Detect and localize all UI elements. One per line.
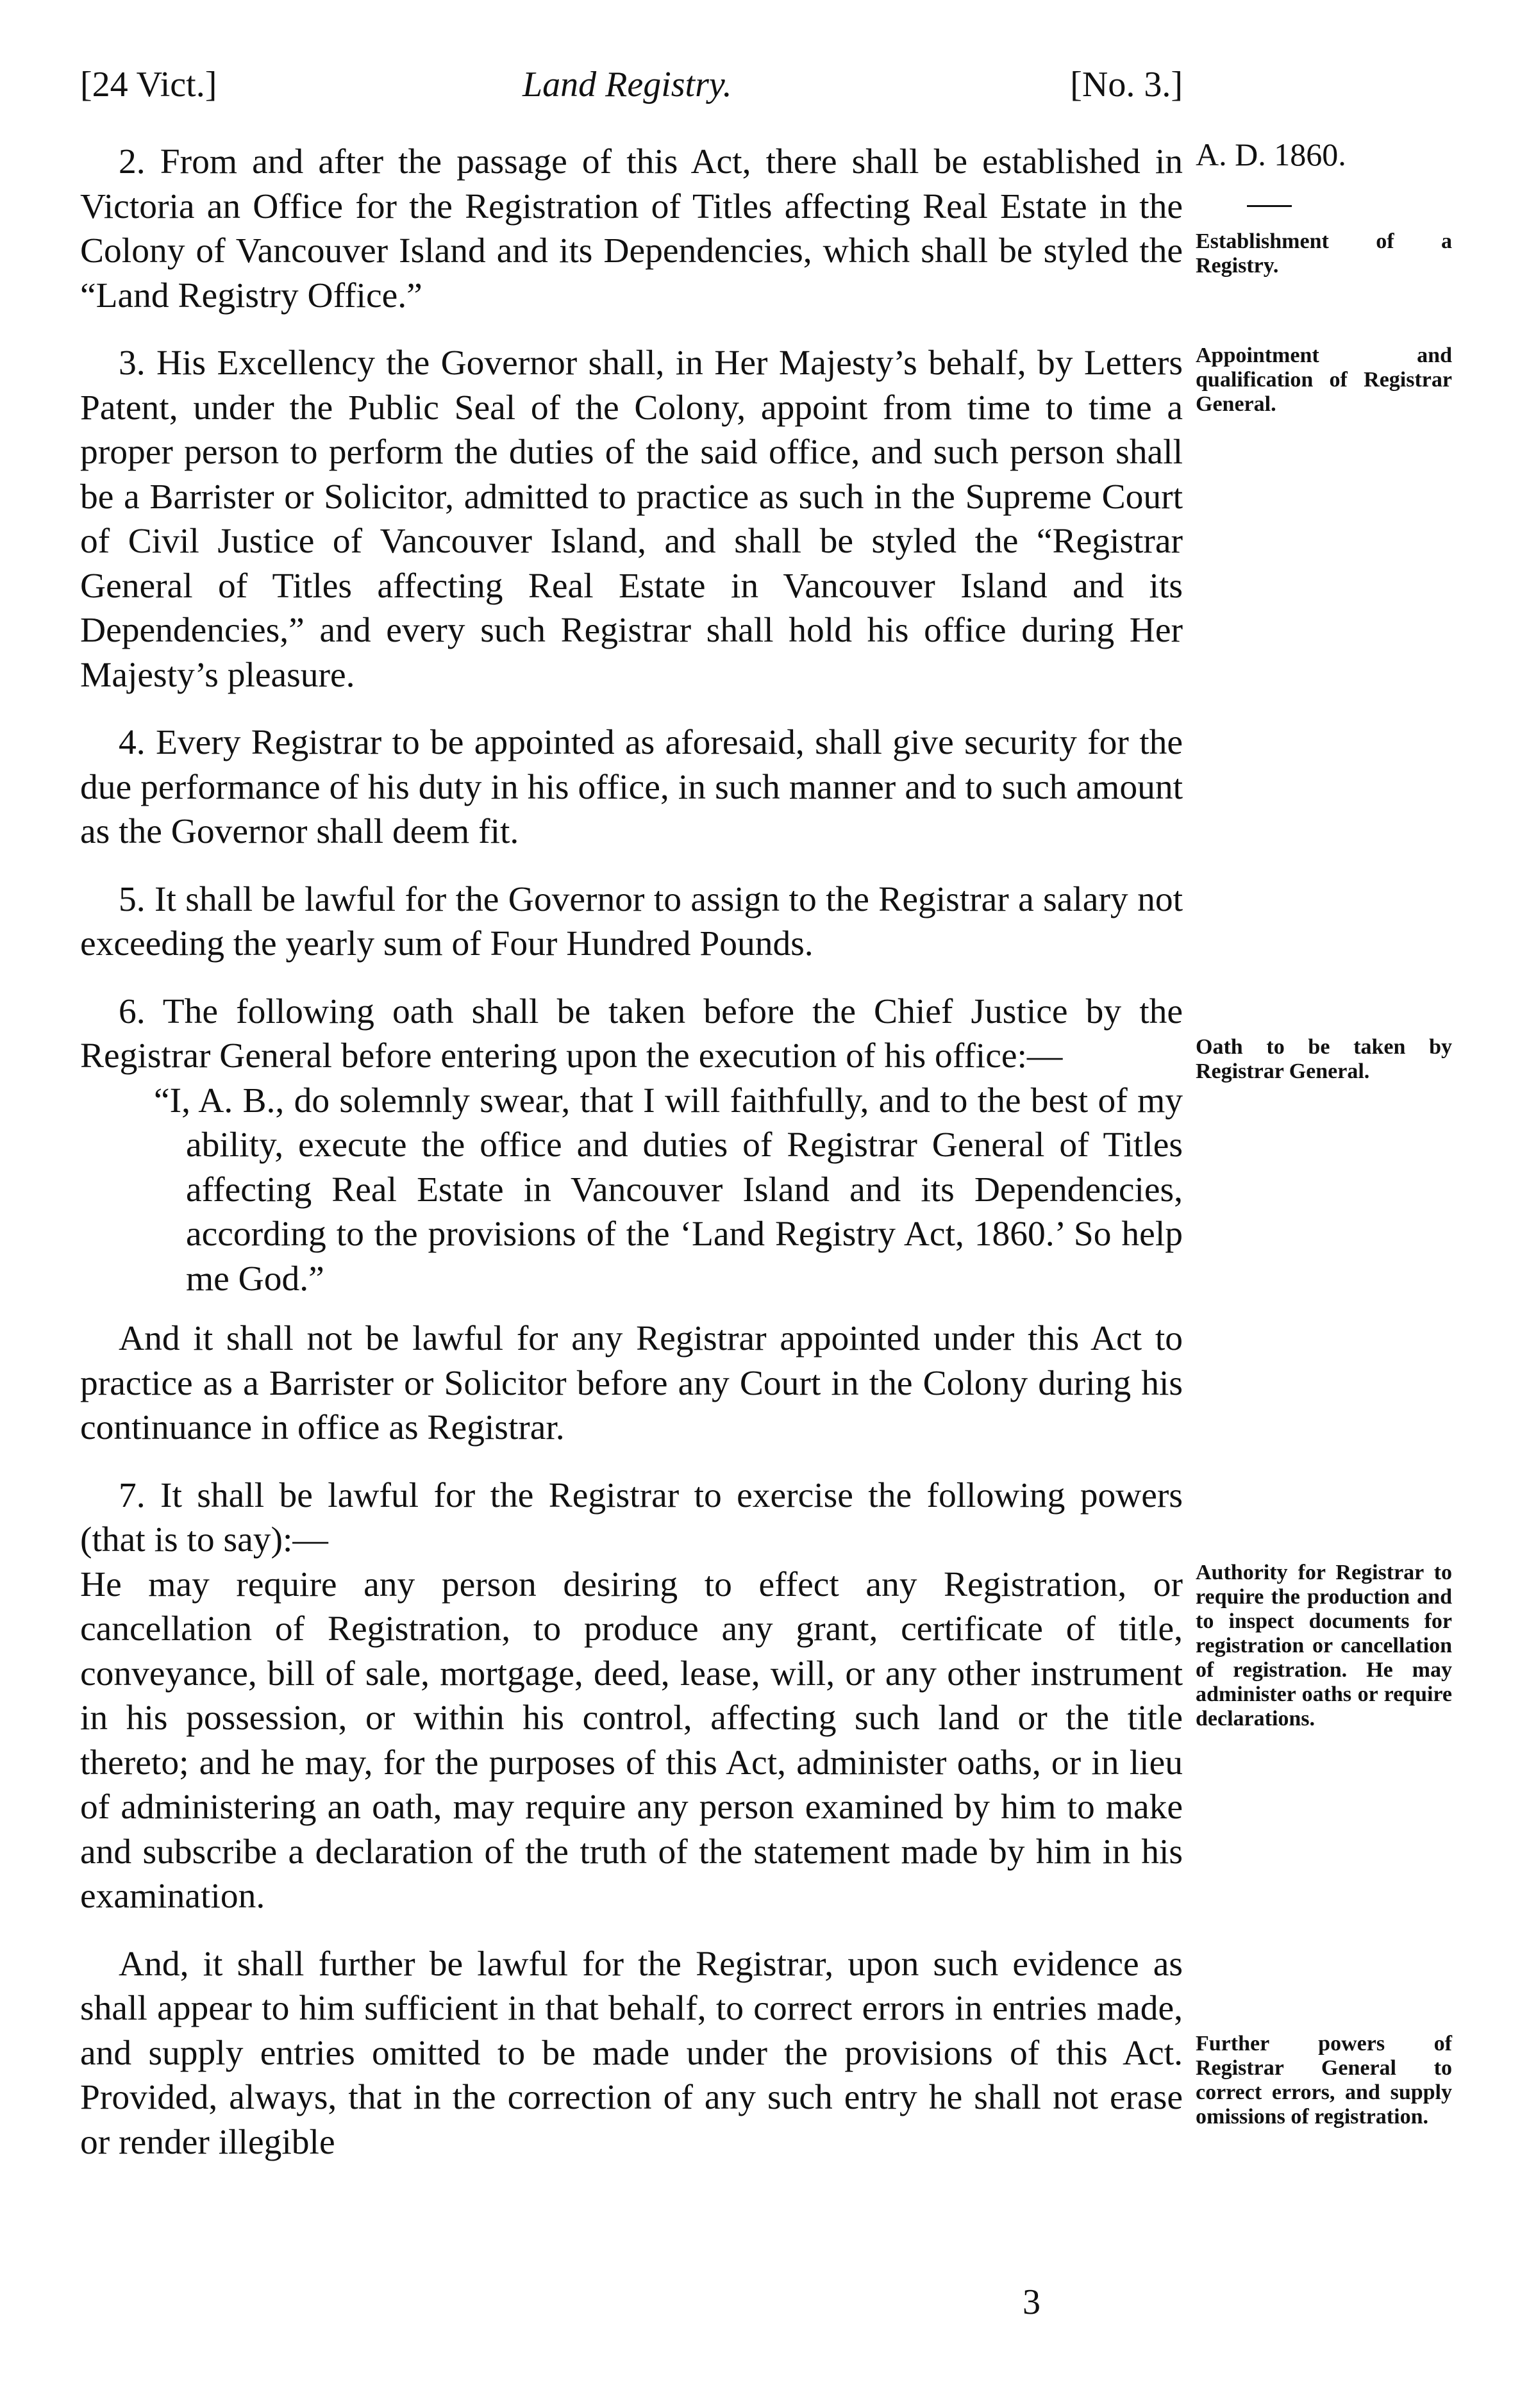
year-rule <box>1247 205 1292 207</box>
margin-note-s2: Establishment of a Registry. <box>1196 229 1452 278</box>
header-act-number: [No. 3.] <box>1070 65 1183 104</box>
section-7: 7. It shall be lawful for the Registrar to exercise the following powers (that is to say):— <box>80 1475 1183 1559</box>
statute-text <box>80 140 1183 2188</box>
header-session: [24 Vict.] <box>80 65 217 104</box>
oath-text: “I, A. B., do solemnly swear, that I will faithfully, and to the best of my ability, execute the office and duties of Registrar General of Titles affecting Real Estate in Vancouver Island and its Dependencies, according to the provisions of the ‘Land Registry Act, 1860.’ So help me God.” <box>154 1081 1183 1299</box>
section-7-powers: He may require any person desiring to effect any Registration, or cancellation of Registration, to produce any grant, certificate of title, conveyance, bill of sale, mortgage, deed, lease, will, or any other instrument in his possession, or within his control, affecting such land or the title thereto; and he may, for the purposes of this Act, administer oaths, or in lieu of administering an oath, may require any person examined by him to make and subscribe a declaration of the truth of the statement made by him in his examination. <box>80 1565 1183 1916</box>
section-6: 6. The following oath shall be taken before the Chief Justice by the Registrar General before entering upon the execution of his office:— <box>80 992 1183 1075</box>
section-6-proviso: And it shall not be lawful for any Registrar appointed under this Act to practice as a Barrister or Solicitor before any Court in the Colony during his continuance in office as Registrar. <box>80 1319 1183 1447</box>
page-number: 3 <box>1023 2282 1040 2322</box>
margin-note-s3: Appointment and qualification of Registrar General. <box>1196 344 1452 416</box>
running-head <box>80 64 1183 115</box>
header-title: Land Registry. <box>522 65 732 104</box>
margin-year: A. D. 1860. <box>1196 137 1346 172</box>
section-3: 3. His Excellency the Governor shall, in Her Majesty’s behalf, by Letters Patent, under the Public Seal of the Colony, appoint from time to time a proper person to perform the duties of the said office, and such person shall be a Barrister or Solicitor, admitted to practice as such in the Supreme Court of Civil Justice of Vancouver Island, and shall be styled the “Registrar General of Titles affecting Real Estate in Vancouver Island and its Dependencies,” and every such Registrar shall hold his office during Her Majesty’s pleasure. <box>80 344 1183 695</box>
section-4: 4. Every Registrar to be appointed as aforesaid, shall give security for the due performance of his duty in his office, in such manner and to such amount as the Governor shall deem fit. <box>80 723 1183 851</box>
section-2: 2. From and after the passage of this Act, there shall be established in Victoria an Office for the Registration of Titles affecting Real Estate in the Colony of Vancouver Island and its Dependencies, which shall be styled the “Land Registry Office.” <box>80 142 1183 315</box>
margin-note-s6: Oath to be taken by Registrar General. <box>1196 1035 1452 1083</box>
margin-note-s7: Authority for Registrar to require the production and to inspect documents for registration or cancellation of registration. He may administer oaths or require declarations. <box>1196 1561 1452 1731</box>
section-7-further: And, it shall further be lawful for the Registrar, upon such evidence as shall appear to him sufficient in that behalf, to correct errors in entries made, and supply entries omitted to be made under the provisions of this Act. Provided, always, that in the correction of any such entry he shall not erase or render illegible <box>80 1944 1183 2162</box>
margin-note-further: Further powers of Registrar General to correct errors, and supply omissions of registration. <box>1196 2032 1452 2129</box>
section-5: 5. It shall be lawful for the Governor to assign to the Registrar a salary not exceeding the yearly sum of Four Hundred Pounds. <box>80 879 1183 963</box>
